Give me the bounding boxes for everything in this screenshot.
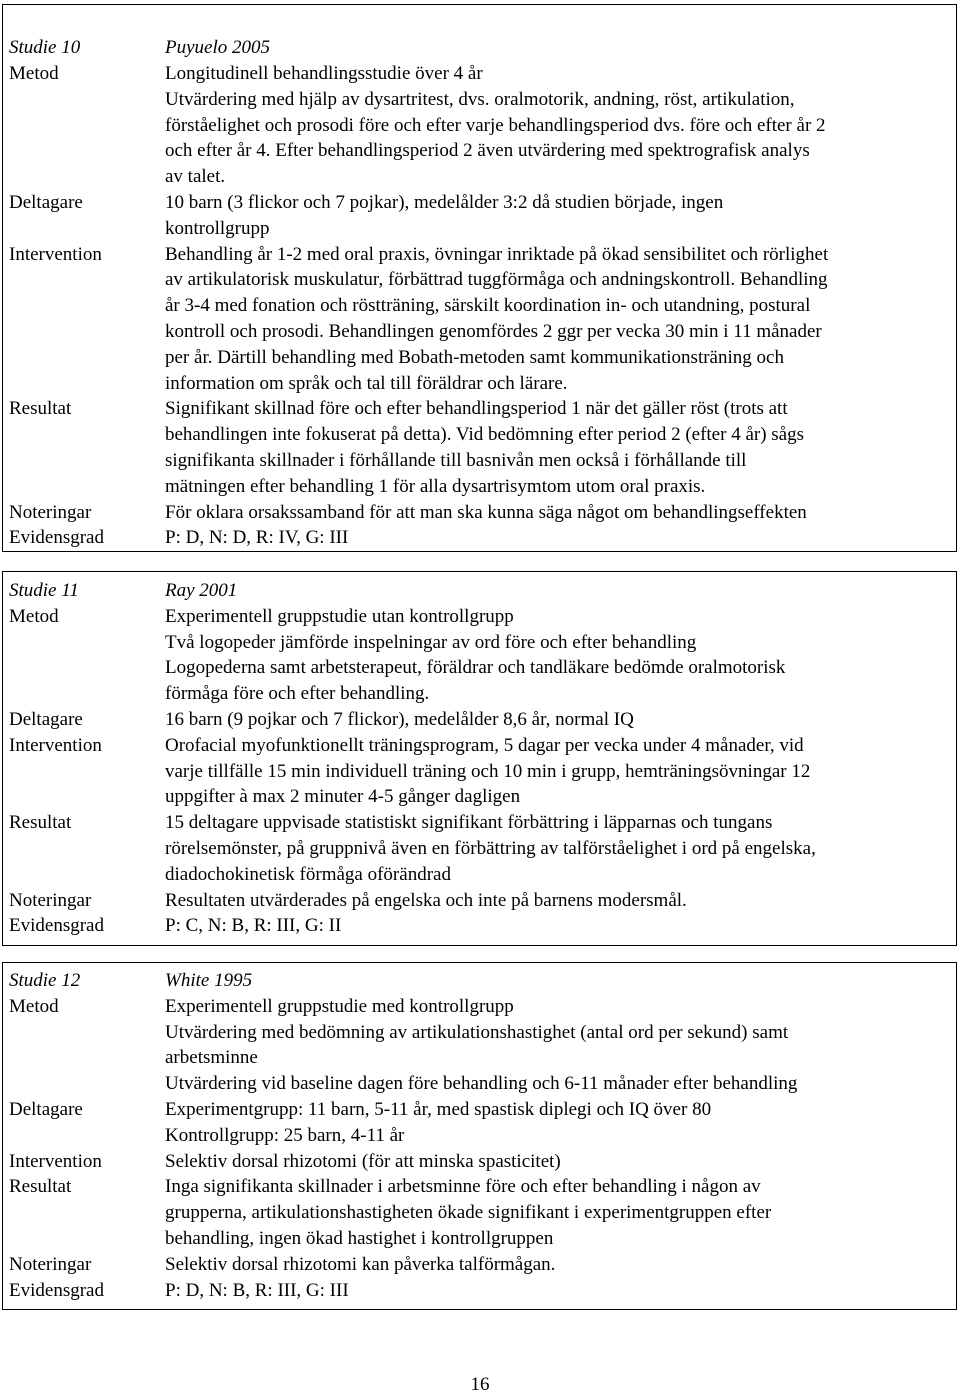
text-line: 16 barn (9 pojkar och 7 flickor), medelålder 8,6 år, normal IQ <box>165 708 634 730</box>
row-content <box>165 396 956 499</box>
row-label: Noteringar <box>9 501 92 523</box>
text-line: Longitudinell behandlingsstudie över 4 år <box>165 63 483 84</box>
text-line: information om språk och tal till föräldrar och lärare. <box>165 372 568 394</box>
row-resultat <box>3 1174 956 1251</box>
row-content <box>165 888 956 914</box>
row-content <box>165 1097 956 1149</box>
row-label: Metod <box>9 63 59 84</box>
text-line: Experimentell gruppstudie utan kontrollgrupp <box>165 605 514 627</box>
text-line: mätningen efter behandling 1 för alla dysartrisymtom utom oral praxis. <box>165 475 706 497</box>
text-line: Resultaten utvärderades på engelska och inte på barnens modersmål. <box>165 889 687 911</box>
row-metod <box>3 994 956 1097</box>
study-11-table <box>2 571 957 946</box>
text-line: Orofacial myofunktionellt träningsprogram, 5 dagar per vecka under 4 månader, vid <box>165 734 804 756</box>
row-content <box>165 1252 956 1278</box>
text-line: per år. Därtill behandling med Bobath-metoden samt kommunikationsträning och <box>165 346 784 368</box>
row-evidensgrad <box>3 913 956 939</box>
row-label: Evidensgrad <box>9 915 104 937</box>
row-label: Intervention <box>9 1150 102 1172</box>
study-10-table <box>2 4 957 552</box>
row-metod <box>3 61 956 190</box>
text-line: Experimentgrupp: 11 barn, 5-11 år, med spastisk diplegi och IQ över 80 <box>165 1098 712 1120</box>
study-label: Studie 11 <box>9 580 79 601</box>
row-content <box>165 810 956 887</box>
text-line: signifikanta skillnader i förhållande till basnivån men också i förhållande till <box>165 449 747 471</box>
row-content <box>165 242 956 397</box>
row-label: Metod <box>9 605 59 627</box>
text-line: behandlingen inte fokuserat på detta). Vid bedömning efter period 2 (efter 4 år) sågs <box>165 424 805 446</box>
row-label: Evidensgrad <box>9 1279 104 1301</box>
study-reference: White 1995 <box>165 970 253 991</box>
row-content <box>165 1174 956 1251</box>
text-line: och efter år 4. Efter behandlingsperiod 2 även utvärdering med spektrografisk analys <box>165 140 810 162</box>
row-intervention <box>3 733 956 810</box>
text-line: grupperna, artikulationshastigheten ökade signifikant i experimentgruppen efter <box>165 1202 772 1224</box>
row-noteringar <box>3 888 956 914</box>
text-line: Selektiv dorsal rhizotomi (för att minska spasticitet) <box>165 1150 561 1172</box>
text-line: Kontrollgrupp: 25 barn, 4-11 år <box>165 1124 405 1146</box>
study-12-table <box>2 962 957 1310</box>
text-line: Utvärdering med hjälp av dysartritest, dvs. oralmotorik, andning, röst, artikulation, <box>165 88 795 110</box>
row-label: Deltagare <box>9 191 83 213</box>
study-label: Studie 10 <box>9 37 81 58</box>
text-line: För oklara orsakssamband för att man ska kunna säga något om behandlingseffekten <box>165 501 807 523</box>
row-label: Metod <box>9 995 59 1017</box>
row-intervention <box>3 1149 956 1175</box>
text-line: Utvärdering vid baseline dagen före behandling och 6-11 månader efter behandling <box>165 1073 798 1095</box>
row-evidensgrad <box>3 525 956 551</box>
study-rows <box>3 968 956 1303</box>
text-line: förståelighet och prosodi före och efter varje behandlingsperiod dvs. före och efter år 2 <box>165 114 826 136</box>
row-deltagare <box>3 1097 956 1149</box>
row-content <box>165 525 956 551</box>
text-line: varje tillfälle 15 min individuell träning och 10 min i grupp, hemträningsövningar 12 <box>165 760 811 782</box>
row-noteringar <box>3 500 956 526</box>
row-deltagare <box>3 707 956 733</box>
text-line: förmåga före och efter behandling. <box>165 683 430 705</box>
row-content <box>165 994 956 1097</box>
study-header-row <box>3 35 956 61</box>
text-line: år 3-4 med fonation och röstträning, särskilt koordination in- och utandning, postural <box>165 295 811 317</box>
row-content <box>165 1149 956 1175</box>
row-label: Noteringar <box>9 889 92 911</box>
row-content <box>165 707 956 733</box>
text-line: Signifikant skillnad före och efter behandlingsperiod 1 när det gäller röst (trots att <box>165 398 788 420</box>
row-resultat <box>3 810 956 887</box>
text-line: rörelsemönster, på gruppnivå även en förbättring av talförståelighet i ord på engelska, <box>165 837 816 859</box>
text-line: 10 barn (3 flickor och 7 pojkar), medelålder 3:2 då studien började, ingen <box>165 191 724 213</box>
text-line: Experimentell gruppstudie med kontrollgrupp <box>165 995 514 1017</box>
row-label: Intervention <box>9 734 102 756</box>
text-line: Behandling år 1-2 med oral praxis, övningar inriktade på ökad sensibilitet och rörlighet <box>165 243 829 265</box>
text-line: av artikulatorisk muskulatur, förbättrad tuggförmåga och andningskontroll. Behandling <box>165 269 828 291</box>
text-line: Selektiv dorsal rhizotomi kan påverka talförmågan. <box>165 1253 556 1275</box>
text-line: kontroll och prosodi. Behandlingen genomfördes 2 ggr per vecka 30 min i 11 månader <box>165 320 822 342</box>
row-noteringar <box>3 1252 956 1278</box>
study-label: Studie 12 <box>9 970 81 991</box>
row-content <box>165 190 956 242</box>
row-label: Deltagare <box>9 1098 83 1120</box>
text-line: kontrollgrupp <box>165 217 270 239</box>
row-label: Evidensgrad <box>9 527 104 549</box>
row-label: Intervention <box>9 243 102 265</box>
text-line: arbetsminne <box>165 1047 258 1069</box>
study-header-row <box>3 578 956 604</box>
row-content <box>165 913 956 939</box>
study-reference: Ray 2001 <box>165 580 238 601</box>
row-label: Noteringar <box>9 1253 92 1275</box>
row-label: Resultat <box>9 398 72 420</box>
row-intervention <box>3 242 956 397</box>
row-label: Deltagare <box>9 708 83 730</box>
text-line: Inga signifikanta skillnader i arbetsminne före och efter behandling i någon av <box>165 1176 761 1198</box>
text-line: P: D, N: D, R: IV, G: III <box>165 527 349 549</box>
study-rows <box>3 578 956 939</box>
row-evidensgrad <box>3 1278 956 1304</box>
row-content <box>165 500 956 526</box>
text-line: diadochokinetisk förmåga oförändrad <box>165 863 451 885</box>
row-content <box>165 61 956 190</box>
study-rows <box>3 61 956 551</box>
row-content <box>165 604 956 707</box>
text-line: uppgifter à max 2 minuter 4-5 gånger dagligen <box>165 786 521 808</box>
text-line: 15 deltagare uppvisade statistiskt signifikant förbättring i läpparnas och tungans <box>165 812 773 834</box>
text-line: Logopederna samt arbetsterapeut, föräldrar och tandläkare bedömde oralmotorisk <box>165 657 786 679</box>
row-content <box>165 1278 956 1304</box>
text-line: P: D, N: B, R: III, G: III <box>165 1279 349 1301</box>
row-metod <box>3 604 956 707</box>
row-resultat <box>3 396 956 499</box>
text-line: Utvärdering med bedömning av artikulationshastighet (antal ord per sekund) samt <box>165 1021 789 1043</box>
row-deltagare <box>3 190 956 242</box>
text-line: P: C, N: B, R: III, G: II <box>165 915 342 937</box>
study-reference: Puyuelo 2005 <box>165 37 271 58</box>
row-label: Resultat <box>9 1176 72 1198</box>
text-line: av talet. <box>165 166 226 188</box>
text-line: Två logopeder jämförde inspelningar av ord före och efter behandling <box>165 631 697 653</box>
study-header-row <box>3 968 956 994</box>
row-content <box>165 733 956 810</box>
row-label: Resultat <box>9 812 72 834</box>
text-line: behandling, ingen ökad hastighet i kontrollgruppen <box>165 1227 554 1249</box>
page-number: 16 <box>470 1374 490 1395</box>
